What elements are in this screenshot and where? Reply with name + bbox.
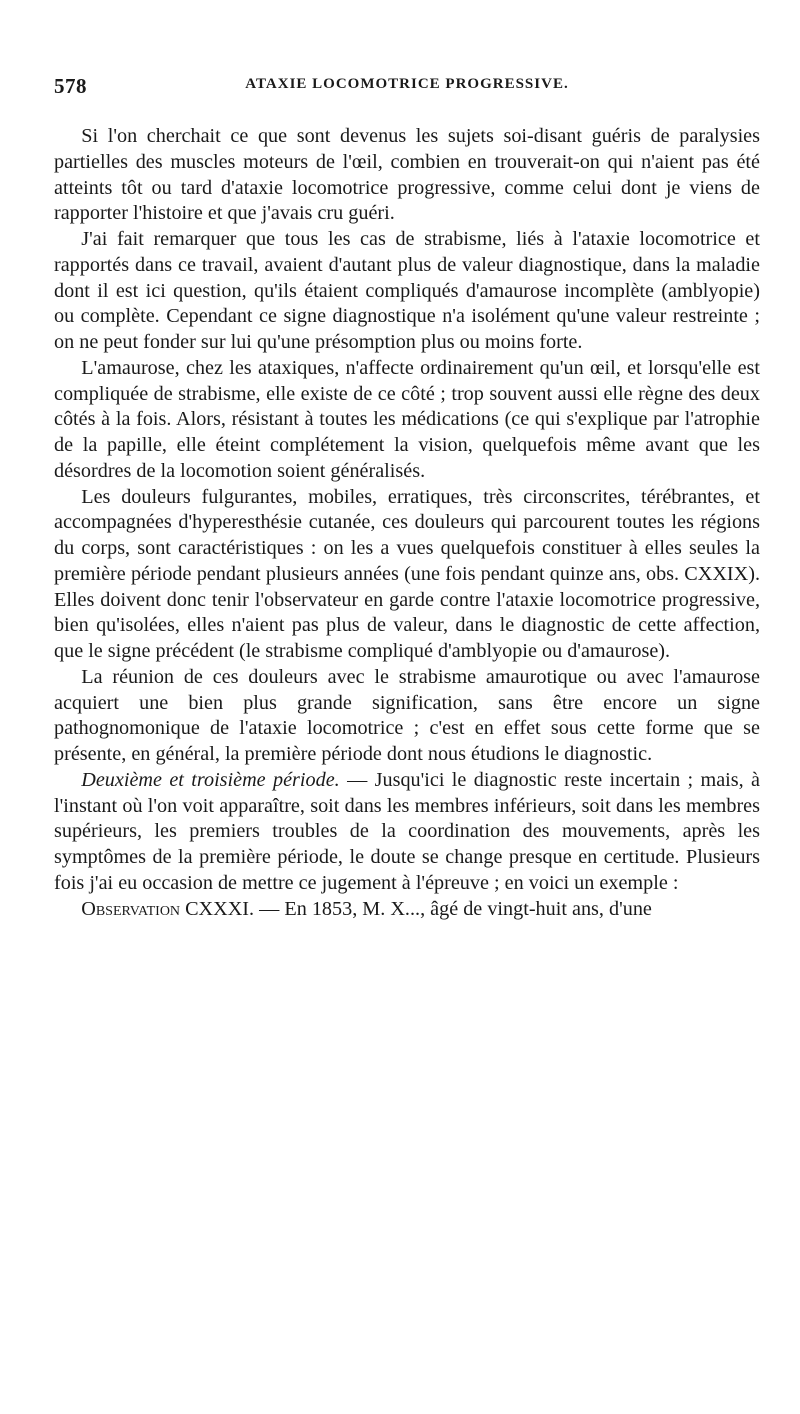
observation-dash: — [254, 897, 285, 920]
running-head [54, 60, 760, 100]
observation-text: En 1853, M. X..., âgé de vingt-huit ans, d'une [284, 897, 652, 920]
paragraph: Les douleurs fulgurantes, mobiles, erratiques, très circonscrites, térébrantes, et accompagnées d'hyperesthésie cutanée, ces douleurs qui parcourent toutes les régions du corps, sont caractéristiques : on les a vues quelquefois constituer à elles seules la première période pendant plusieurs années (une fois pendant quinze ans, obs. CXXIX). Elles doivent donc tenir l'observateur en garde contre l'ataxie locomotrice progressive, bien qu'isolées, elles n'aient pas plus de valeur, dans le diagnostic de cette affection, que le signe précédent (le strabisme compliqué d'amblyopie ou d'amaurose). [54, 485, 760, 662]
paragraph: Si l'on cherchait ce que sont devenus les sujets soi-disant guéris de paralysies partielles des muscles moteurs de l'œil, combien en trouverait-on qui n'aient pas été atteints tôt ou tard d'ataxie locomotrice progressive, comme celui dont je viens de rapporter l'histoire et que j'avais cru guéri. [54, 125, 760, 225]
running-title: ATAXIE LOCOMOTRICE PROGRESSIVE. [245, 76, 569, 92]
body-text [54, 124, 760, 922]
page-number: 578 [54, 74, 87, 98]
section-heading: Deuxième et troisième période. [81, 768, 340, 791]
book-page [54, 60, 760, 922]
section-paragraph [54, 768, 760, 897]
section-text: Jusqu'ici le diagnostic reste incertain ; mais, à l'instant où l'on voit apparaître, soit dans les membres inférieurs, soit dans les membres supérieurs, les premiers troubles de la coordination des mouvements, après les symptômes de la première période, le doute se change presque en certitude. Plusieurs fois j'ai eu occasion de mettre ce jugement à l'épreuve ; en voici un exemple : [54, 768, 760, 894]
observation-line [54, 897, 760, 923]
paragraph: L'amaurose, chez les ataxiques, n'affecte ordinairement qu'un œil, et lorsqu'elle est compliquée de strabisme, elle existe de ce côté ; trop souvent aussi elle règne des deux côtés à la fois. Alors, résistant à toutes les médications (ce qui s'explique par l'atrophie de la papille, elle éteint complétement la vision, quelquefois même avant que les désordres de la locomotion soient généralisés. [54, 356, 760, 482]
observation-number: CXXXI. [185, 897, 255, 920]
paragraph: La réunion de ces douleurs avec le strabisme amaurotique ou avec l'amaurose acquiert une bien plus grande signification, sans être encore un signe pathognomonique de l'ataxie locomotrice ; c'est en effet sous cette forme que se présente, en général, la première période dont nous étudions le diagnostic. [54, 665, 760, 765]
paragraph: J'ai fait remarquer que tous les cas de strabisme, liés à l'ataxie locomotrice et rapportés dans ce travail, avaient d'autant plus de valeur diagnostique, dans la maladie dont il est ici question, qu'ils étaient compliqués d'amaurose incomplète (amblyopie) ou complète. Cependant ce signe diagnostique n'a isolément qu'une valeur restreinte ; on ne peut fonder sur lui qu'une présomption plus ou moins forte. [54, 228, 760, 353]
section-dash: — [339, 768, 375, 791]
observation-label: Observation [81, 897, 181, 920]
